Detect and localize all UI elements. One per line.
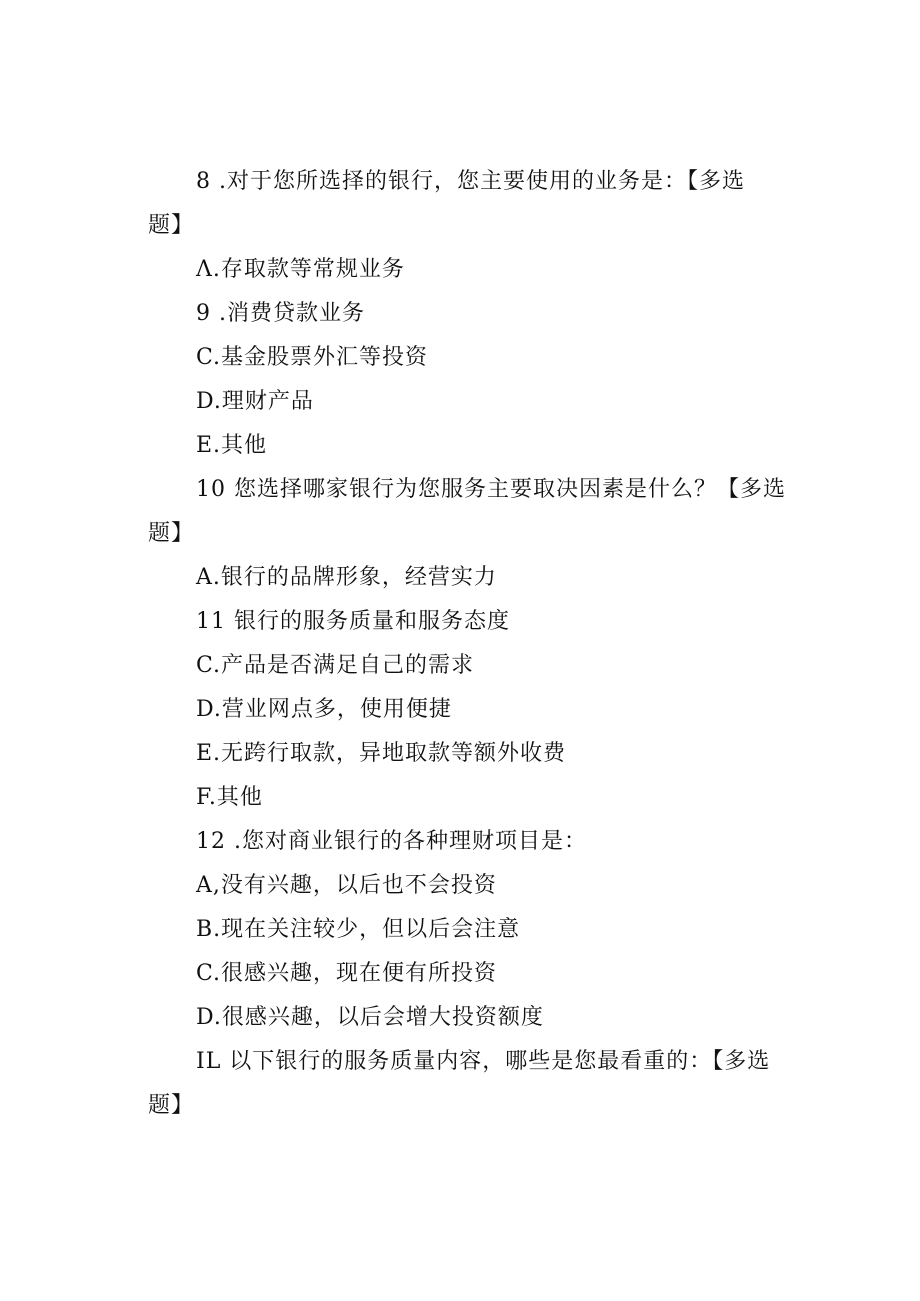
question-10-line-2: 题】 xyxy=(148,521,195,546)
question-10-line-1: 10 您选择哪家银行为您服务主要取决因素是什么？【多选 xyxy=(196,477,786,502)
option-line: A.银行的品牌形象，经营实力 xyxy=(196,565,497,590)
question-12-line: 12 .您对商业银行的各种理财项目是： xyxy=(196,829,587,854)
option-line: 11 银行的服务质量和服务态度 xyxy=(196,609,510,634)
question-8-line-2: 题】 xyxy=(148,213,195,238)
option-line: C.基金股票外汇等投资 xyxy=(196,345,429,370)
option-line: 9 .消费贷款业务 xyxy=(196,301,365,326)
option-line: E.无跨行取款，异地取款等额外收费 xyxy=(196,741,567,766)
option-line: C.产品是否满足自己的需求 xyxy=(196,653,475,678)
survey-content xyxy=(148,160,788,1128)
option-line: A,没有兴趣，以后也不会投资 xyxy=(196,873,497,898)
option-line: Λ.存取款等常规业务 xyxy=(196,257,405,282)
option-line: D.理财产品 xyxy=(196,389,314,414)
option-line: F.其他 xyxy=(196,785,263,810)
option-line: B.现在关注较少，但以后会注意 xyxy=(196,917,521,942)
option-line: E.其他 xyxy=(196,433,268,458)
option-line: D.营业网点多，使用便捷 xyxy=(196,697,452,722)
question-8-line-1: 8 .对于您所选择的银行，您主要使用的业务是：【多选 xyxy=(196,169,745,194)
question-il-line-1: IL 以下银行的服务质量内容，哪些是您最看重的：【多选 xyxy=(196,1049,771,1074)
option-line: D.很感兴趣，以后会增大投资额度 xyxy=(196,1005,544,1030)
question-il-line-2: 题】 xyxy=(148,1093,195,1118)
option-line: C.很感兴趣，现在便有所投资 xyxy=(196,961,498,986)
